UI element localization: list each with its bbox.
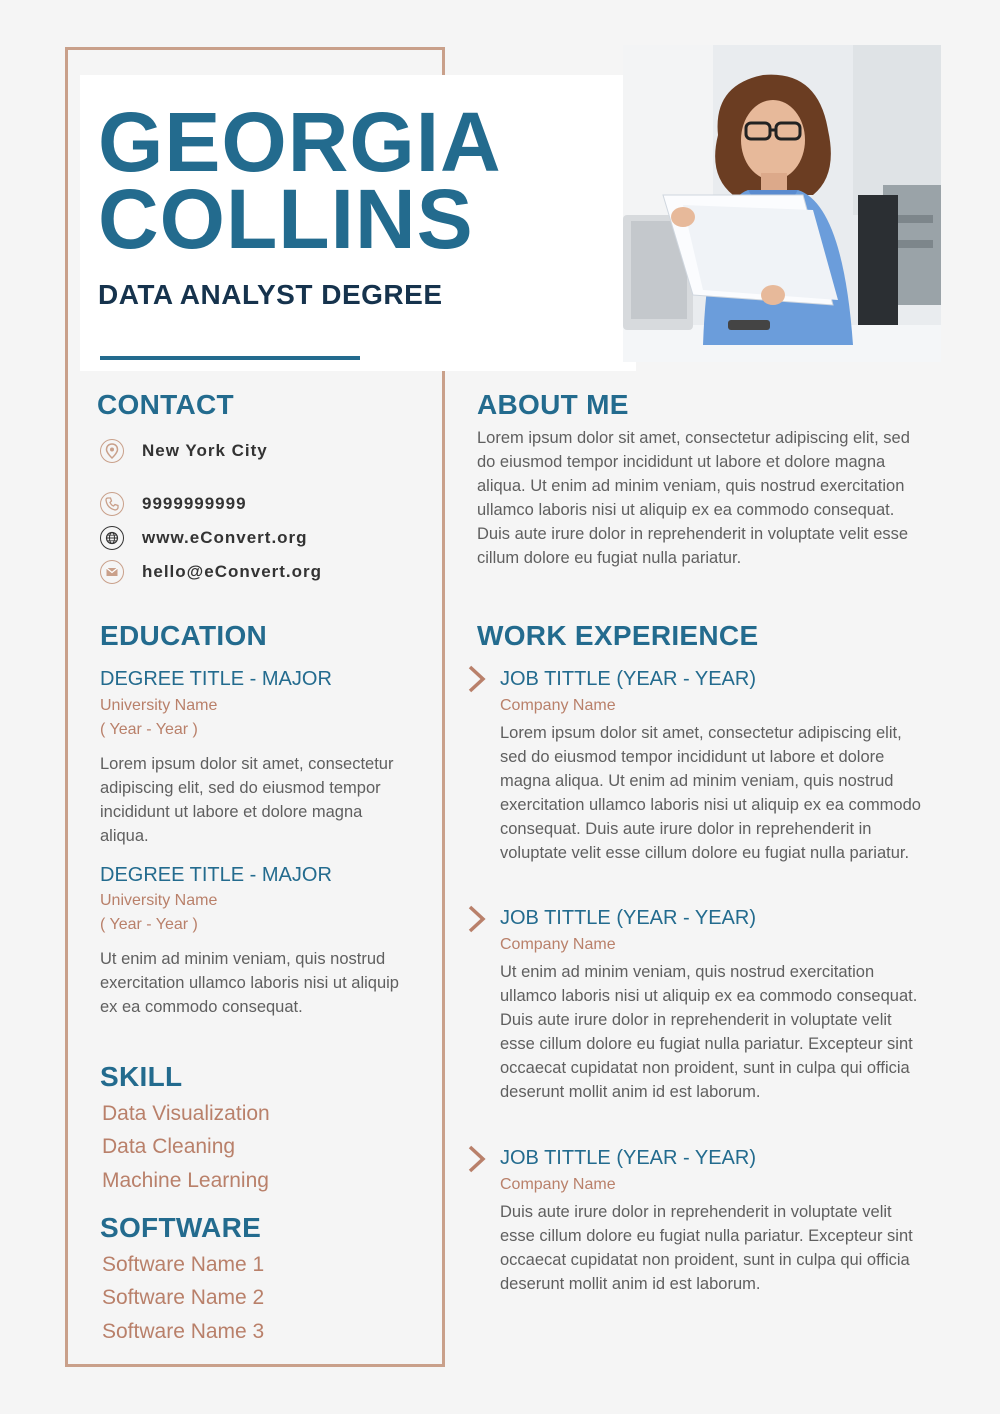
job-title: DATA ANALYST DEGREE [98, 279, 443, 310]
skill-heading: SKILL [100, 1061, 183, 1092]
work-entry-title: JOB TITTLE (YEAR - YEAR) [500, 907, 756, 929]
contact-email [100, 558, 322, 586]
education-entry-title: DEGREE TITLE - MAJOR [100, 668, 332, 690]
contact-website-text: www.eConvert.org [142, 528, 308, 547]
work-entry-company: Company Name [500, 936, 616, 953]
globe-icon [100, 526, 124, 550]
contact-location [100, 437, 268, 465]
chevron-right-icon [466, 664, 488, 694]
profile-photo [623, 45, 941, 362]
work-entry-title: JOB TITTLE (YEAR - YEAR) [500, 1147, 756, 1169]
work-heading: WORK EXPERIENCE [477, 620, 759, 651]
envelope-icon [100, 560, 124, 584]
chevron-right-icon [466, 1144, 488, 1174]
software-item: Software Name 3 [102, 1320, 265, 1343]
education-entry-school: University Name [100, 697, 218, 714]
contact-phone-text: 9999999999 [142, 494, 247, 513]
education-entry-school: University Name [100, 892, 218, 909]
software-item: Software Name 1 [102, 1253, 265, 1276]
work-entry-title: JOB TITTLE (YEAR - YEAR) [500, 668, 756, 690]
contact-phone [100, 490, 247, 518]
location-pin-icon [100, 439, 124, 463]
about-description: Lorem ipsum dolor sit amet, consectetur adipiscing elit, sed do eiusmod tempor incididunt ut labore et dolore magna aliqua. Ut enim ad minim veniam, quis nostrud exercitation ullamco laboris nisi ut aliquip ex ea commodo consequat. Duis aute irure dolor in reprehenderit in voluptate velit esse cillum dolore eu fugiat nulla pariatur. [477, 429, 910, 567]
education-entry-description: Ut enim ad minim veniam, quis nostrud exercitation ullamco laboris nisi ut aliquip ex ea commodo consequat. [100, 950, 399, 1016]
software-item: Software Name 2 [102, 1286, 265, 1309]
about-heading: ABOUT ME [477, 389, 629, 420]
chevron-right-icon [466, 904, 488, 934]
skill-item: Machine Learning [102, 1169, 269, 1192]
contact-website [100, 524, 308, 552]
title-divider [100, 356, 360, 360]
contact-email-text: hello@eConvert.org [142, 562, 323, 581]
skill-item: Data Cleaning [102, 1135, 236, 1158]
last-name: COLLINS [98, 172, 474, 266]
education-heading: EDUCATION [100, 620, 268, 651]
work-entry-company: Company Name [500, 1176, 616, 1193]
education-entry-years: ( Year - Year ) [100, 916, 198, 933]
education-entry-years: ( Year - Year ) [100, 721, 198, 738]
software-heading: SOFTWARE [100, 1212, 262, 1243]
work-entry-company: Company Name [500, 697, 616, 714]
work-entry-description: Lorem ipsum dolor sit amet, consectetur adipiscing elit, sed do eiusmod tempor incididunt ut labore et dolore magna aliqua. Ut enim ad minim veniam, quis nostrud exercitation ullamco laboris nisi ut aliquip ex ea commodo consequat. Duis aute irure dolor in reprehenderit in voluptate velit esse cillum dolore eu fugiat nulla pariatur. [500, 724, 921, 862]
education-entry-description: Lorem ipsum dolor sit amet, consectetur adipiscing elit, sed do eiusmod tempor incididunt ut labore et dolore magna aliqua. [100, 755, 394, 845]
work-entry-description: Ut enim ad minim veniam, quis nostrud exercitation ullamco laboris nisi ut aliquip ex ea commodo consequat. Duis aute irure dolor in reprehenderit in voluptate velit esse cillum dolore eu fugiat nulla pariatur. Excepteur sint occaecat cupidatat non proident, sunt in culpa qui officia deserunt mollit anim id est laborum. [500, 963, 918, 1101]
phone-icon [100, 492, 124, 516]
skill-item: Data Visualization [102, 1102, 270, 1125]
contact-location-text: New York City [142, 441, 268, 460]
education-entry-title: DEGREE TITLE - MAJOR [100, 864, 332, 886]
first-name: GEORGIA [98, 95, 502, 189]
work-entry-description: Duis aute irure dolor in reprehenderit in voluptate velit esse cillum dolore eu fugiat nulla pariatur. Excepteur sint occaecat cupidatat non proident, sunt in culpa qui officia deserunt mollit anim id est laborum. [500, 1203, 913, 1293]
contact-heading: CONTACT [97, 389, 234, 420]
